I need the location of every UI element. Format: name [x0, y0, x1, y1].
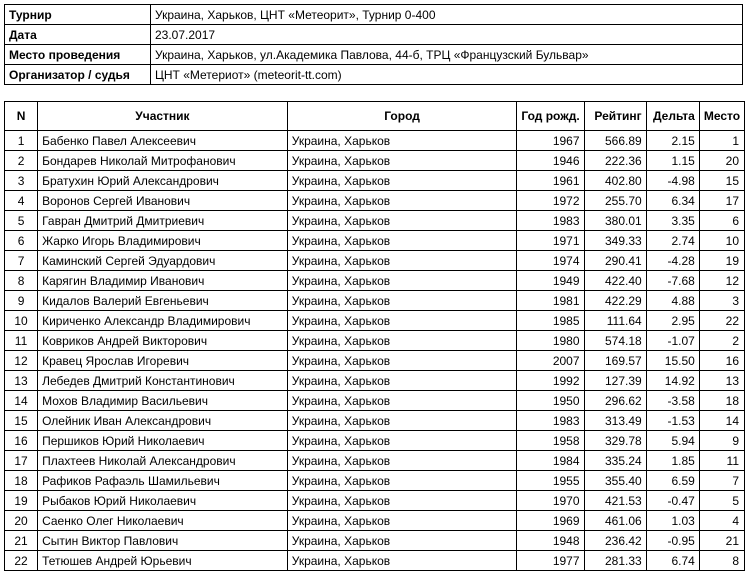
info-value: ЦНТ «Метериот» (meteorit-tt.com)	[151, 65, 743, 85]
cell-delta: 6.59	[646, 471, 699, 491]
info-value: 23.07.2017	[151, 25, 743, 45]
header-birth-year: Год рожд.	[517, 102, 584, 131]
cell-birth-year: 1981	[517, 291, 584, 311]
cell-participant: Олейник Иван Александрович	[38, 411, 288, 431]
cell-city: Украина, Харьков	[287, 351, 517, 371]
info-row	[5, 65, 743, 85]
cell-city: Украина, Харьков	[287, 291, 517, 311]
cell-participant: Кравец Ярослав Игоревич	[38, 351, 288, 371]
cell-rating: 255.70	[584, 191, 646, 211]
header-rating: Рейтинг	[584, 102, 646, 131]
cell-rating: 222.36	[584, 151, 646, 171]
cell-birth-year: 1992	[517, 371, 584, 391]
cell-participant: Плахтеев Николай Александрович	[38, 451, 288, 471]
table-row	[5, 251, 745, 271]
cell-city: Украина, Харьков	[287, 131, 517, 151]
cell-participant: Тетюшев Андрей Юрьевич	[38, 551, 288, 571]
cell-birth-year: 1949	[517, 271, 584, 291]
cell-place: 3	[699, 291, 744, 311]
table-row	[5, 331, 745, 351]
cell-rating: 169.57	[584, 351, 646, 371]
cell-rating: 402.80	[584, 171, 646, 191]
cell-city: Украина, Харьков	[287, 511, 517, 531]
cell-participant: Рафиков Рафаэль Шамильевич	[38, 471, 288, 491]
cell-city: Украина, Харьков	[287, 431, 517, 451]
cell-delta: -0.95	[646, 531, 699, 551]
results-body	[5, 131, 745, 571]
cell-participant: Гавран Дмитрий Дмитриевич	[38, 211, 288, 231]
cell-place: 10	[699, 231, 744, 251]
cell-birth-year: 1980	[517, 331, 584, 351]
cell-delta: -7.68	[646, 271, 699, 291]
cell-rating: 461.06	[584, 511, 646, 531]
cell-number: 18	[5, 471, 38, 491]
cell-place: 1	[699, 131, 744, 151]
cell-place: 13	[699, 371, 744, 391]
cell-place: 14	[699, 411, 744, 431]
table-row	[5, 311, 745, 331]
cell-number: 3	[5, 171, 38, 191]
cell-place: 21	[699, 531, 744, 551]
cell-place: 6	[699, 211, 744, 231]
cell-place: 17	[699, 191, 744, 211]
cell-city: Украина, Харьков	[287, 191, 517, 211]
header-delta: Дельта	[646, 102, 699, 131]
cell-participant: Карягин Владимир Иванович	[38, 271, 288, 291]
cell-participant: Бондарев Николай Митрофанович	[38, 151, 288, 171]
table-row	[5, 191, 745, 211]
cell-number: 21	[5, 531, 38, 551]
cell-delta: 5.94	[646, 431, 699, 451]
cell-number: 19	[5, 491, 38, 511]
cell-birth-year: 1970	[517, 491, 584, 511]
cell-delta: 2.15	[646, 131, 699, 151]
table-row	[5, 171, 745, 191]
cell-rating: 422.29	[584, 291, 646, 311]
cell-number: 9	[5, 291, 38, 311]
cell-place: 18	[699, 391, 744, 411]
cell-delta: 2.95	[646, 311, 699, 331]
cell-place: 7	[699, 471, 744, 491]
cell-birth-year: 1974	[517, 251, 584, 271]
info-value: Украина, Харьков, ул.Академика Павлова, 44-б, ТРЦ «Французский Бульвар»	[151, 45, 743, 65]
cell-delta: 1.15	[646, 151, 699, 171]
cell-delta: 1.85	[646, 451, 699, 471]
cell-city: Украина, Харьков	[287, 311, 517, 331]
cell-participant: Кидалов Валерий Евгеньевич	[38, 291, 288, 311]
cell-city: Украина, Харьков	[287, 151, 517, 171]
cell-rating: 355.40	[584, 471, 646, 491]
header-city: Город	[287, 102, 517, 131]
cell-rating: 111.64	[584, 311, 646, 331]
cell-birth-year: 1948	[517, 531, 584, 551]
cell-rating: 236.42	[584, 531, 646, 551]
cell-place: 4	[699, 511, 744, 531]
cell-delta: 1.03	[646, 511, 699, 531]
cell-birth-year: 1972	[517, 191, 584, 211]
cell-place: 5	[699, 491, 744, 511]
cell-city: Украина, Харьков	[287, 251, 517, 271]
cell-participant: Саенко Олег Николаевич	[38, 511, 288, 531]
cell-delta: 4.88	[646, 291, 699, 311]
cell-number: 8	[5, 271, 38, 291]
cell-place: 19	[699, 251, 744, 271]
cell-city: Украина, Харьков	[287, 271, 517, 291]
cell-birth-year: 1984	[517, 451, 584, 471]
cell-place: 12	[699, 271, 744, 291]
cell-city: Украина, Харьков	[287, 371, 517, 391]
table-row	[5, 551, 745, 571]
header-number: N	[5, 102, 38, 131]
cell-city: Украина, Харьков	[287, 451, 517, 471]
cell-rating: 421.53	[584, 491, 646, 511]
tournament-info-table	[4, 4, 743, 85]
cell-rating: 380.01	[584, 211, 646, 231]
cell-participant: Першиков Юрий Николаевич	[38, 431, 288, 451]
cell-participant: Жарко Игорь Владимирович	[38, 231, 288, 251]
cell-delta: 15.50	[646, 351, 699, 371]
cell-city: Украина, Харьков	[287, 471, 517, 491]
cell-number: 16	[5, 431, 38, 451]
table-row	[5, 151, 745, 171]
cell-rating: 313.49	[584, 411, 646, 431]
info-value: Украина, Харьков, ЦНТ «Метеорит», Турнир 0-400	[151, 5, 743, 25]
table-row	[5, 351, 745, 371]
info-row	[5, 5, 743, 25]
table-row	[5, 371, 745, 391]
cell-birth-year: 1958	[517, 431, 584, 451]
cell-participant: Сытин Виктор Павлович	[38, 531, 288, 551]
cell-number: 10	[5, 311, 38, 331]
cell-birth-year: 1983	[517, 411, 584, 431]
cell-participant: Братухин Юрий Александрович	[38, 171, 288, 191]
cell-delta: -4.28	[646, 251, 699, 271]
info-label: Место проведения	[5, 45, 151, 65]
cell-rating: 281.33	[584, 551, 646, 571]
table-row	[5, 411, 745, 431]
cell-delta: 6.74	[646, 551, 699, 571]
table-row	[5, 391, 745, 411]
cell-city: Украина, Харьков	[287, 551, 517, 571]
cell-place: 11	[699, 451, 744, 471]
cell-city: Украина, Харьков	[287, 491, 517, 511]
table-row	[5, 511, 745, 531]
info-row	[5, 45, 743, 65]
table-row	[5, 491, 745, 511]
cell-rating: 127.39	[584, 371, 646, 391]
cell-delta: -3.58	[646, 391, 699, 411]
cell-number: 15	[5, 411, 38, 431]
cell-participant: Воронов Сергей Иванович	[38, 191, 288, 211]
table-row	[5, 451, 745, 471]
cell-rating: 329.78	[584, 431, 646, 451]
cell-place: 2	[699, 331, 744, 351]
header-place: Место	[699, 102, 744, 131]
cell-participant: Ковриков Андрей Викторович	[38, 331, 288, 351]
cell-birth-year: 1967	[517, 131, 584, 151]
cell-birth-year: 1950	[517, 391, 584, 411]
cell-place: 8	[699, 551, 744, 571]
results-table	[4, 101, 745, 571]
cell-number: 1	[5, 131, 38, 151]
tournament-info-body	[5, 5, 743, 85]
cell-participant: Лебедев Дмитрий Константинович	[38, 371, 288, 391]
cell-birth-year: 2007	[517, 351, 584, 371]
cell-city: Украина, Харьков	[287, 391, 517, 411]
cell-delta: -0.47	[646, 491, 699, 511]
table-row	[5, 131, 745, 151]
cell-place: 16	[699, 351, 744, 371]
results-header-row	[5, 102, 745, 131]
cell-delta: 14.92	[646, 371, 699, 391]
cell-delta: -4.98	[646, 171, 699, 191]
cell-birth-year: 1955	[517, 471, 584, 491]
cell-participant: Бабенко Павел Алексеевич	[38, 131, 288, 151]
cell-participant: Мохов Владимир Васильевич	[38, 391, 288, 411]
cell-number: 22	[5, 551, 38, 571]
cell-city: Украина, Харьков	[287, 211, 517, 231]
cell-rating: 349.33	[584, 231, 646, 251]
cell-rating: 290.41	[584, 251, 646, 271]
cell-city: Украина, Харьков	[287, 171, 517, 191]
table-row	[5, 291, 745, 311]
cell-place: 9	[699, 431, 744, 451]
cell-number: 7	[5, 251, 38, 271]
cell-place: 15	[699, 171, 744, 191]
cell-participant: Каминский Сергей Эдуардович	[38, 251, 288, 271]
cell-birth-year: 1971	[517, 231, 584, 251]
cell-participant: Кириченко Александр Владимирович	[38, 311, 288, 331]
cell-birth-year: 1946	[517, 151, 584, 171]
cell-delta: 3.35	[646, 211, 699, 231]
cell-number: 2	[5, 151, 38, 171]
cell-participant: Рыбаков Юрий Николаевич	[38, 491, 288, 511]
cell-birth-year: 1961	[517, 171, 584, 191]
info-label: Организатор / судья	[5, 65, 151, 85]
cell-delta: 2.74	[646, 231, 699, 251]
cell-number: 17	[5, 451, 38, 471]
table-row	[5, 471, 745, 491]
cell-rating: 335.24	[584, 451, 646, 471]
cell-delta: 6.34	[646, 191, 699, 211]
cell-number: 12	[5, 351, 38, 371]
cell-birth-year: 1977	[517, 551, 584, 571]
cell-number: 20	[5, 511, 38, 531]
cell-delta: -1.53	[646, 411, 699, 431]
table-row	[5, 211, 745, 231]
info-label: Турнир	[5, 5, 151, 25]
table-row	[5, 231, 745, 251]
cell-number: 6	[5, 231, 38, 251]
cell-delta: -1.07	[646, 331, 699, 351]
cell-city: Украина, Харьков	[287, 331, 517, 351]
cell-rating: 574.18	[584, 331, 646, 351]
table-row	[5, 271, 745, 291]
info-row	[5, 25, 743, 45]
table-row	[5, 531, 745, 551]
cell-rating: 566.89	[584, 131, 646, 151]
cell-birth-year: 1969	[517, 511, 584, 531]
header-participant: Участник	[38, 102, 288, 131]
cell-rating: 422.40	[584, 271, 646, 291]
table-row	[5, 431, 745, 451]
cell-number: 5	[5, 211, 38, 231]
cell-number: 4	[5, 191, 38, 211]
cell-birth-year: 1985	[517, 311, 584, 331]
cell-number: 11	[5, 331, 38, 351]
cell-city: Украина, Харьков	[287, 231, 517, 251]
cell-birth-year: 1983	[517, 211, 584, 231]
cell-place: 20	[699, 151, 744, 171]
cell-number: 14	[5, 391, 38, 411]
info-label: Дата	[5, 25, 151, 45]
cell-city: Украина, Харьков	[287, 411, 517, 431]
cell-place: 22	[699, 311, 744, 331]
cell-city: Украина, Харьков	[287, 531, 517, 551]
cell-rating: 296.62	[584, 391, 646, 411]
cell-number: 13	[5, 371, 38, 391]
